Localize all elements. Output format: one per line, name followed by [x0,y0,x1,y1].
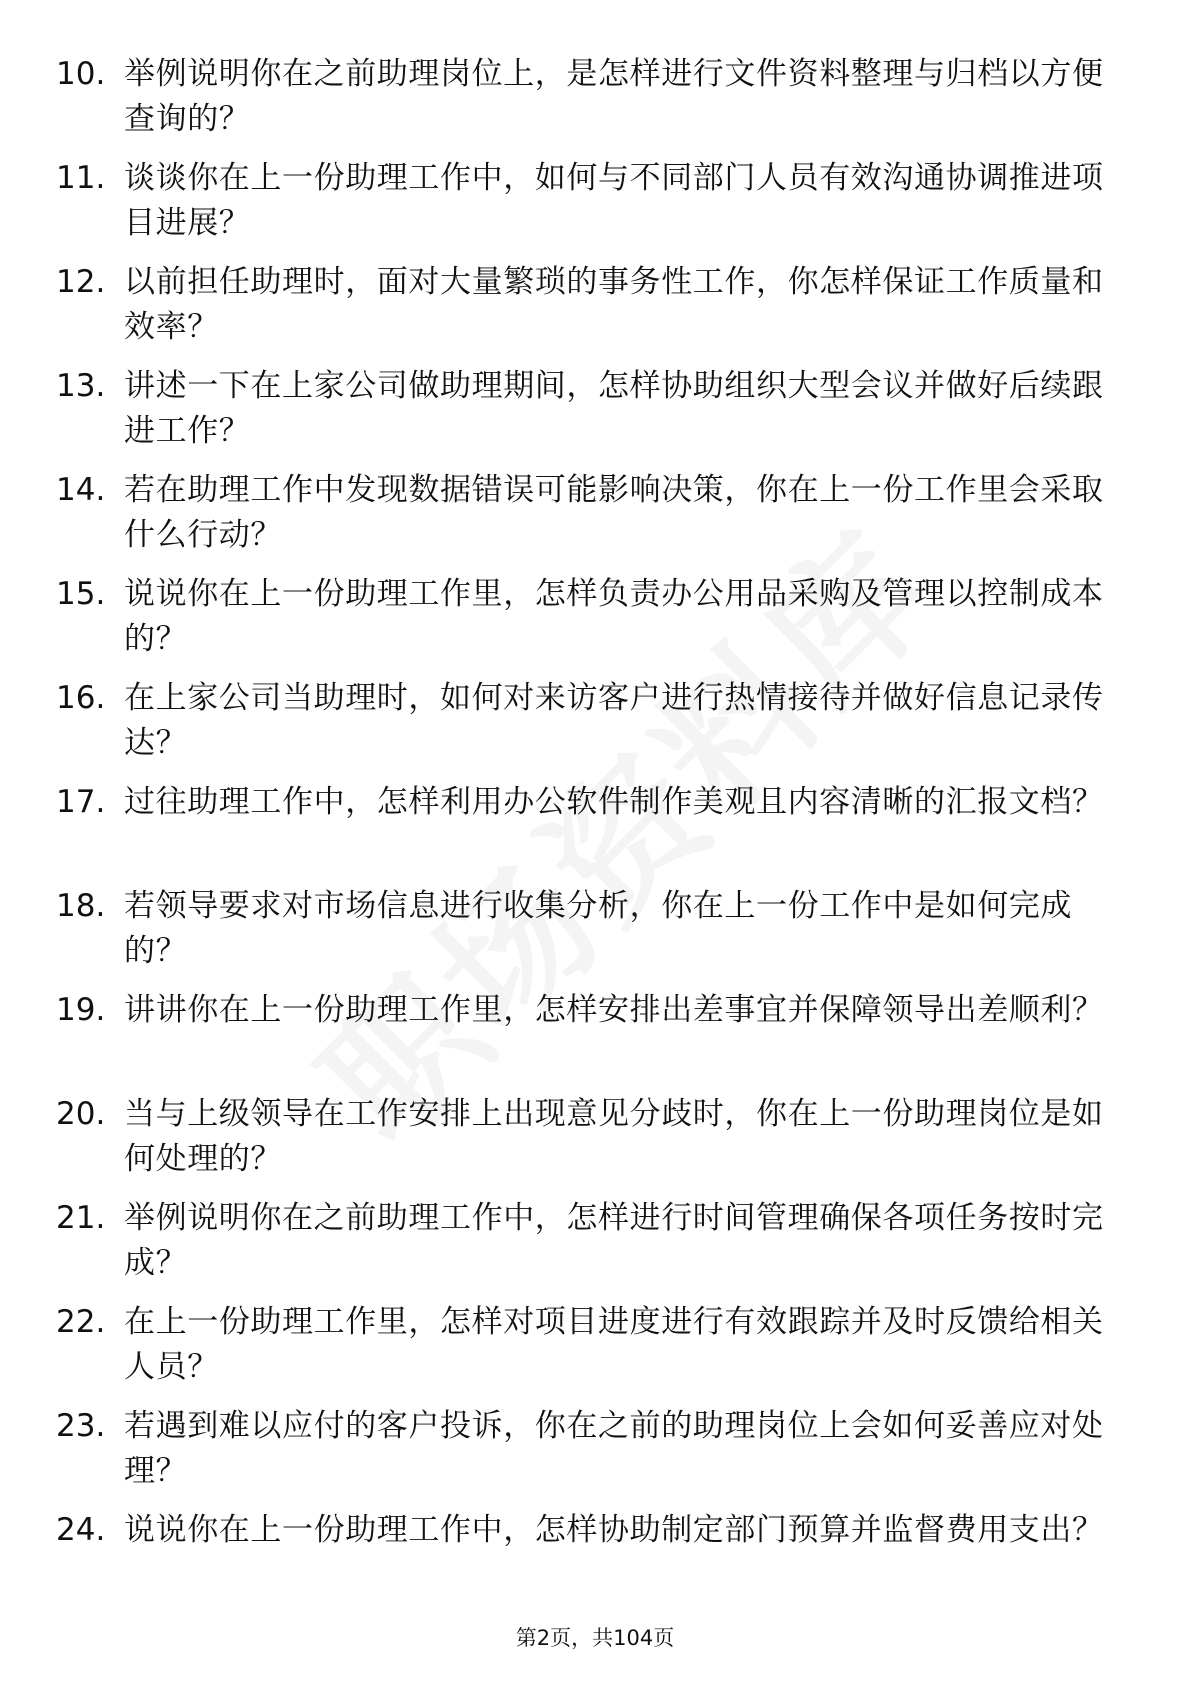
question-number: 15. [56,576,106,612]
question-text: 说说你在上一份助理工作里，怎样负责办公用品采购及管理以控制成本的？ [124,576,1104,657]
question-text: 谈谈你在上一份助理工作中，如何与不同部门人员有效沟通协调推进项目进展？ [124,160,1104,241]
question-number: 21. [56,1200,106,1236]
page-footer: 第2页，共104页 [515,1626,675,1650]
question-item [56,780,1116,884]
question-item [56,468,1116,572]
question-number: 22. [56,1304,106,1340]
question-item [56,364,1116,468]
question-item [56,1300,1116,1404]
question-number: 18. [56,888,106,924]
question-text: 讲述一下在上家公司做助理期间，怎样协助组织大型会议并做好后续跟进工作？ [124,368,1104,449]
question-text: 以前担任助理时，面对大量繁琐的事务性工作，你怎样保证工作质量和效率？ [124,264,1104,345]
question-text: 举例说明你在之前助理岗位上，是怎样进行文件资料整理与归档以方便查询的？ [124,56,1104,137]
question-item [56,1092,1116,1196]
question-text: 若领导要求对市场信息进行收集分析，你在上一份工作中是如何完成的？ [124,888,1072,969]
question-text: 若在助理工作中发现数据错误可能影响决策，你在上一份工作里会采取什么行动？ [124,472,1104,553]
question-text: 若遇到难以应付的客户投诉，你在之前的助理岗位上会如何妥善应对处理？ [124,1408,1104,1489]
question-number: 16. [56,680,106,716]
question-number: 14. [56,472,106,508]
question-item [56,676,1116,780]
question-number: 11. [56,160,106,196]
question-item [56,572,1116,676]
question-number: 13. [56,368,106,404]
question-text: 在上家公司当助理时，如何对来访客户进行热情接待并做好信息记录传达？ [124,680,1104,761]
question-number: 20. [56,1096,106,1132]
question-text: 举例说明你在之前助理工作中，怎样进行时间管理确保各项任务按时完成？ [124,1200,1104,1281]
question-number: 12. [56,264,106,300]
question-number: 23. [56,1408,106,1444]
question-number: 17. [56,784,106,820]
question-number: 24. [56,1512,106,1548]
question-number: 19. [56,992,106,1028]
question-item [56,884,1116,988]
question-item [56,1404,1116,1508]
question-text: 当与上级领导在工作安排上出现意见分歧时，你在上一份助理岗位是如何处理的？ [124,1096,1104,1177]
question-text: 在上一份助理工作里，怎样对项目进度进行有效跟踪并及时反馈给相关人员？ [124,1304,1104,1385]
question-item [56,156,1116,260]
question-item [56,52,1116,156]
question-item [56,988,1116,1092]
question-text: 过往助理工作中，怎样利用办公软件制作美观且内容清晰的汇报文档？ [124,784,1104,820]
question-number: 10. [56,56,106,92]
question-text: 说说你在上一份助理工作中，怎样协助制定部门预算并监督费用支出？ [124,1512,1104,1548]
question-item [56,1196,1116,1300]
question-item [56,1508,1116,1612]
question-list [56,52,1116,1612]
question-item [56,260,1116,364]
question-text: 讲讲你在上一份助理工作里，怎样安排出差事宜并保障领导出差顺利？ [124,992,1104,1028]
